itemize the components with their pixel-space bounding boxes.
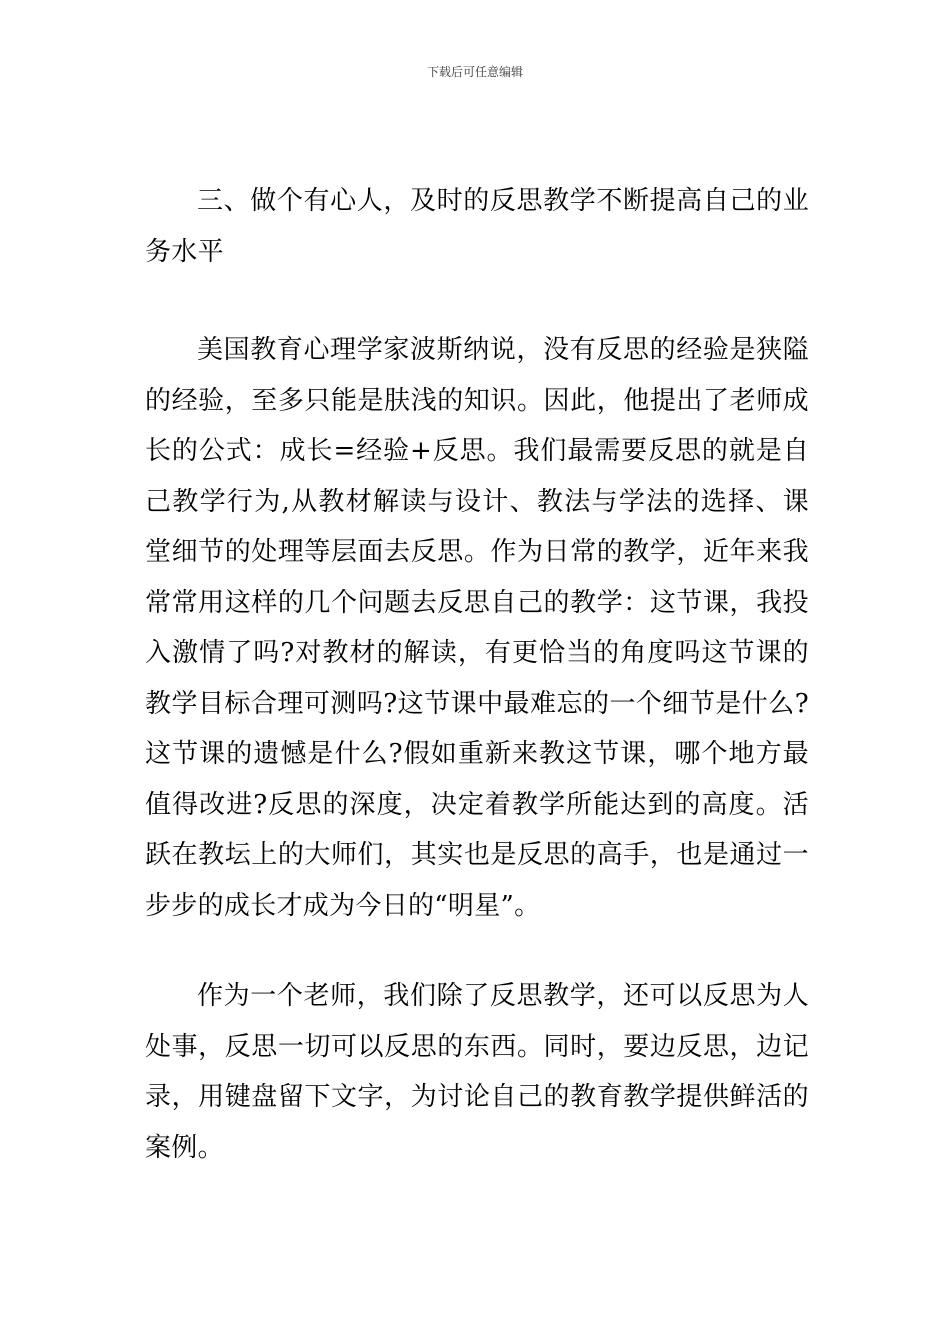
section-heading-paragraph: 三、做个有心人，及时的反思教学不断提高自己的业务水平 bbox=[145, 186, 809, 267]
body-paragraph: 美国教育心理学家波斯纳说，没有反思的经验是狭隘的经验，至多只能是肤浅的知识。因此，他提出了老师成长的公式：成长=经验+反思。我们最需要反思的就是自己教学行为,从教材解读与设计、教法与学法的选择、课堂细节的处理等层面去反思。作为日常的教学，近年来我常常用这样的几个问题去反思自己的教学：这节课，我投入激情了吗?对教材的解读，有更恰当的角度吗这节课的教学目标合理可测吗?这节课中最难忘的一个细节是什么?这节课的遗憾是什么?假如重新来教这节课，哪个地方最值得改进?反思的深度，决定着教学所能达到的高度。活跃在教坛上的大师们，其实也是反思的高手，也是通过一步步的成长才成为今日的“明星”。 bbox=[145, 335, 809, 921]
page-header-note: 下载后可任意编辑 bbox=[426, 65, 523, 79]
body-paragraph: 作为一个老师，我们除了反思教学，还可以反思为人处事，反思一切可以反思的东西。同时，要边反思，边记录，用键盘留下文字，为讨论自己的教育教学提供鲜活的案例。 bbox=[145, 981, 809, 1163]
